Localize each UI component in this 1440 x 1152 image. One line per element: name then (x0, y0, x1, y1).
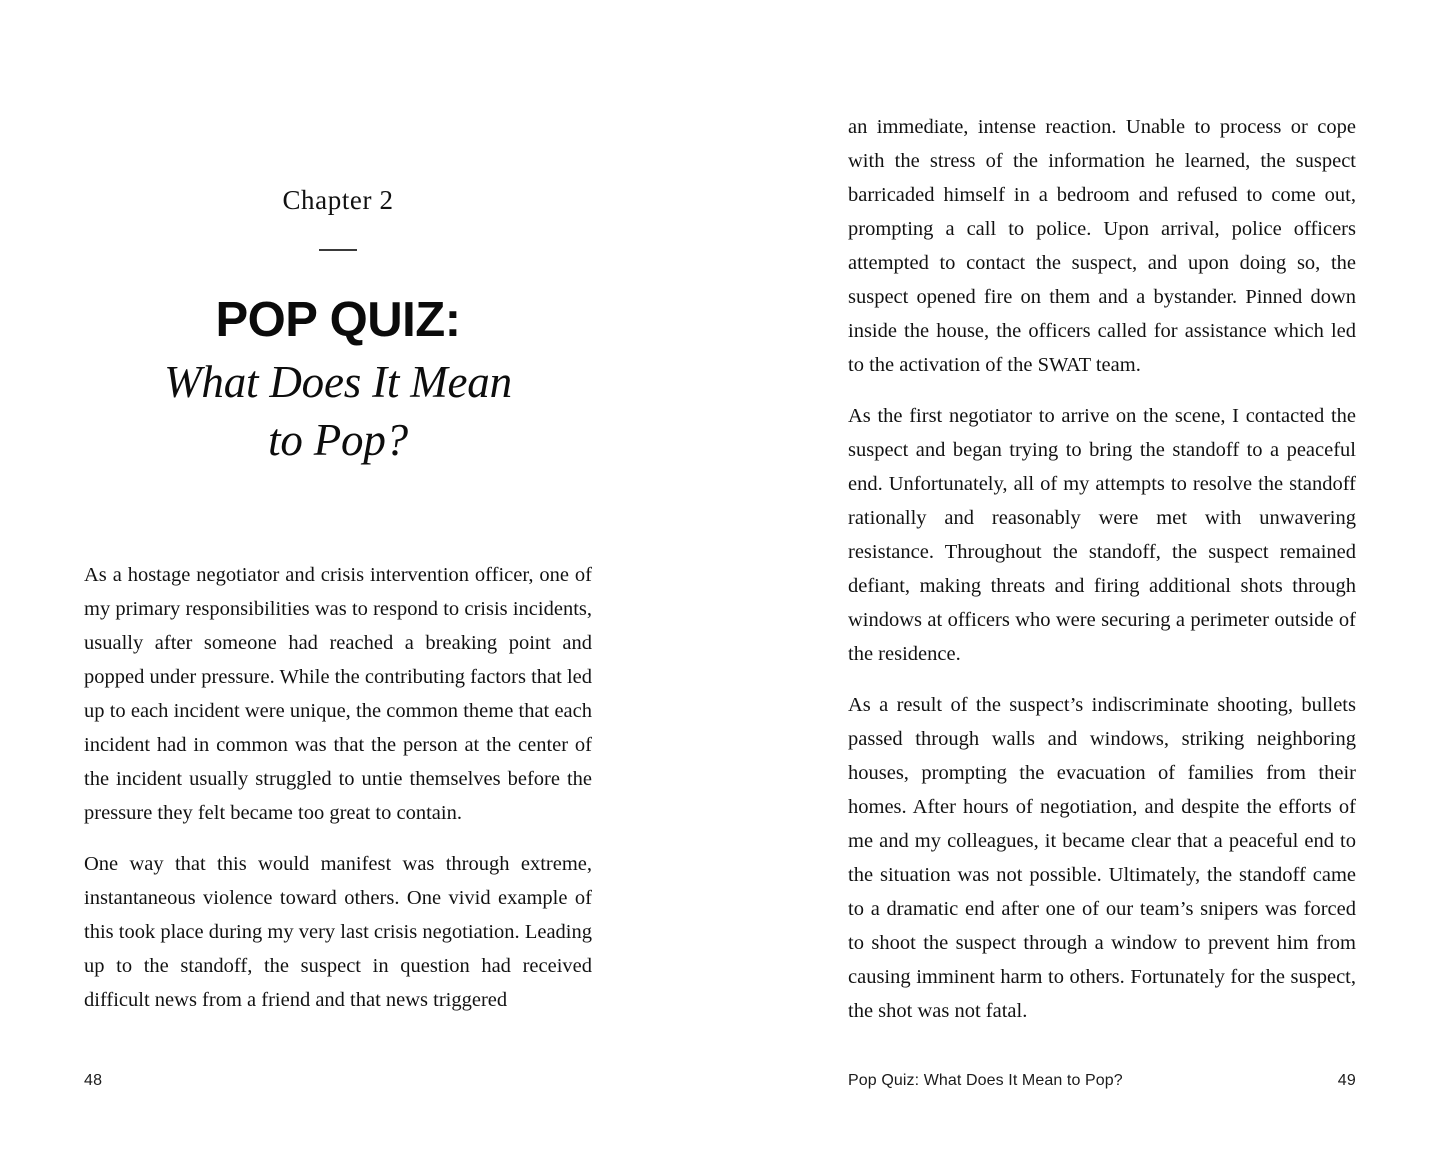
page-number-right: 49 (1337, 1072, 1356, 1089)
left-page-body-text (84, 558, 592, 1017)
chapter-subtitle (84, 353, 592, 470)
chapter-subtitle-line-1: What Does It Mean (164, 356, 512, 407)
chapter-opener (84, 186, 592, 470)
paragraph: One way that this would manifest was through extreme, instantaneous violence toward others. One vivid example of this took place during my very last crisis negotiation. Leading up to the standoff, the suspect in question had received difficult news from a friend and that news triggered (84, 852, 592, 1011)
chapter-ornament-rule-icon (319, 249, 357, 251)
chapter-subtitle-line-2: to Pop? (268, 415, 408, 466)
left-page-footer (0, 1072, 720, 1090)
chapter-title: POP QUIZ: (215, 292, 461, 347)
running-head: Pop Quiz: What Does It Mean to Pop? (848, 1072, 1123, 1089)
right-page-footer (720, 1072, 1440, 1090)
paragraph: As the first negotiator to arrive on the scene, I contacted the suspect and began trying to bring the standoff to a peaceful end. Unfortunately, all of my attempts to resolve the standoff rationally and reasonably were met with unwavering resistance. Throughout the standoff, the suspect remained defiant, making threats and firing additional shots through windows at officers who were securing a perimeter outside of the residence. (848, 405, 1356, 665)
page-number-left: 48 (84, 1072, 103, 1089)
paragraph: an immediate, intense reaction. Unable to process or cope with the stress of the information he learned, the suspect barricaded himself in a bedroom and refused to come out, prompting a call to police. Upon arrival, police officers attempted to contact the suspect, and upon doing so, the suspect opened fire on them and a bystander. Pinned down inside the house, the officers called for assistance which led to the activation of the SWAT team. (848, 116, 1356, 376)
paragraph: As a hostage negotiator and crisis intervention officer, one of my primary responsibilities was to respond to crisis incidents, usually after someone had reached a breaking point and popped under pressure. While the contributing factors that led up to each incident were unique, the common theme that each incident had in common was that the person at the center of the incident usually struggled to untie themselves before the pressure they felt became too great to contain. (84, 563, 592, 824)
right-page-body-text (848, 110, 1356, 1028)
chapter-number: Chapter 2 (282, 185, 394, 215)
paragraph: As a result of the suspect’s indiscriminate shooting, bullets passed through walls and windows, striking neighboring houses, prompting the evacuation of families from their homes. After hours of negotiation, and despite the efforts of me and my colleagues, it became clear that a peaceful end to the situation was not possible. Ultimately, the standoff came to a dramatic end after one of our team’s snipers was forced to shoot the suspect through a window to prevent him from causing imminent harm to others. Fortunately for the suspect, the shot was not fatal. (848, 694, 1356, 1022)
page-right (720, 0, 1440, 1152)
